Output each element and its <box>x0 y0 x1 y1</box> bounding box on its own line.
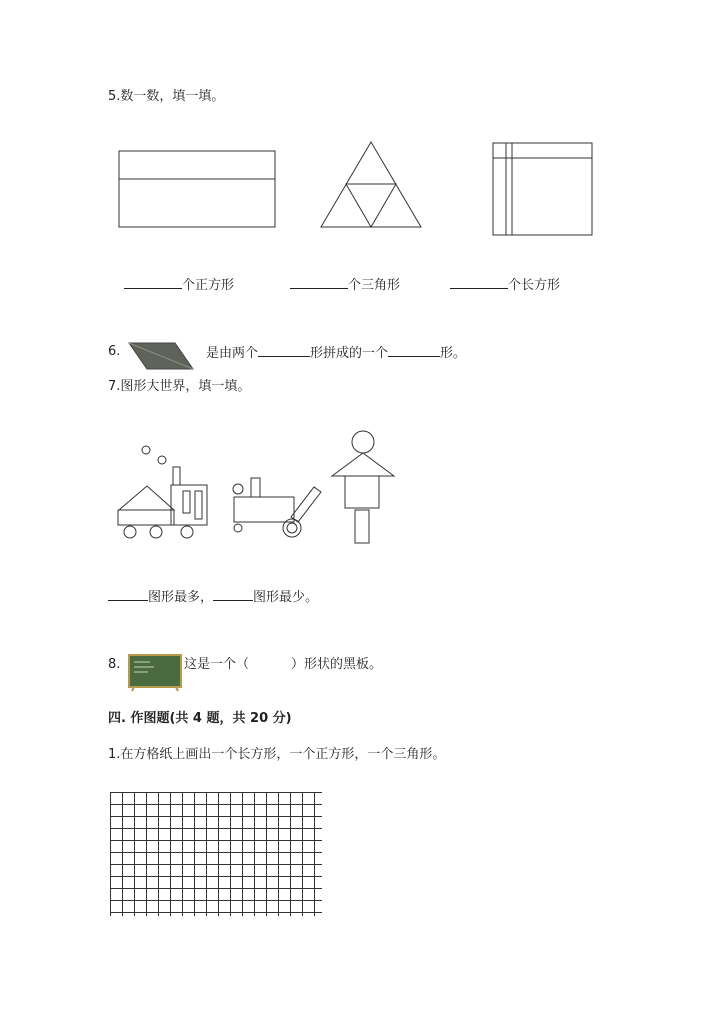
q5-answer-squares-label: 个正方形 <box>182 278 235 293</box>
q8-text-a: 这是一个（ <box>184 657 250 672</box>
shape-train-figure <box>115 445 215 540</box>
q5-answer-rectangles <box>450 275 560 295</box>
s4-q1-title: 1.在方格纸上画出一个长方形，一个正方形，一个三角形。 <box>108 747 446 762</box>
q5-answer-triangles <box>290 275 400 295</box>
answer-blank[interactable] <box>290 275 348 289</box>
q6-text-a: 是由两个 <box>206 346 259 361</box>
blackboard-image <box>128 654 182 692</box>
q8-number: 8. <box>108 657 121 672</box>
q6-sentence <box>206 343 466 363</box>
answer-blank[interactable] <box>213 587 253 601</box>
section-4-title: 四. 作图题(共 4 题，共 20 分) <box>108 711 292 726</box>
q7-sentence <box>108 587 318 607</box>
q6-number: 6. <box>108 344 121 359</box>
parallelogram-image <box>128 342 194 370</box>
q5-triangles-figure <box>320 140 424 230</box>
shape-person-figure <box>330 431 396 546</box>
shape-tractor-figure <box>228 472 324 542</box>
q8-sentence <box>184 656 382 674</box>
q5-title: 5.数一数，填一填。 <box>108 89 225 104</box>
q6-text-c: 形。 <box>440 346 467 361</box>
answer-blank[interactable] <box>124 275 182 289</box>
q5-grid-rectangles-figure <box>492 142 594 237</box>
q5-rectangles-figure <box>118 150 278 230</box>
q5-answer-triangles-label: 个三角形 <box>348 278 401 293</box>
q6-text-b: 形拼成的一个 <box>310 346 389 361</box>
q7-title: 7.图形大世界，填一填。 <box>108 379 251 394</box>
answer-blank[interactable] <box>450 275 508 289</box>
q7-text-a: 图形最多， <box>148 590 214 605</box>
grid-paper[interactable] <box>110 792 326 920</box>
q8-text-b: ）形状的黑板。 <box>291 657 383 672</box>
q5-answer-squares <box>124 275 234 295</box>
q5-answer-rectangles-label: 个长方形 <box>508 278 561 293</box>
answer-blank[interactable] <box>108 587 148 601</box>
answer-blank[interactable] <box>388 343 440 357</box>
q7-text-b: 图形最少。 <box>253 590 319 605</box>
answer-blank[interactable] <box>258 343 310 357</box>
